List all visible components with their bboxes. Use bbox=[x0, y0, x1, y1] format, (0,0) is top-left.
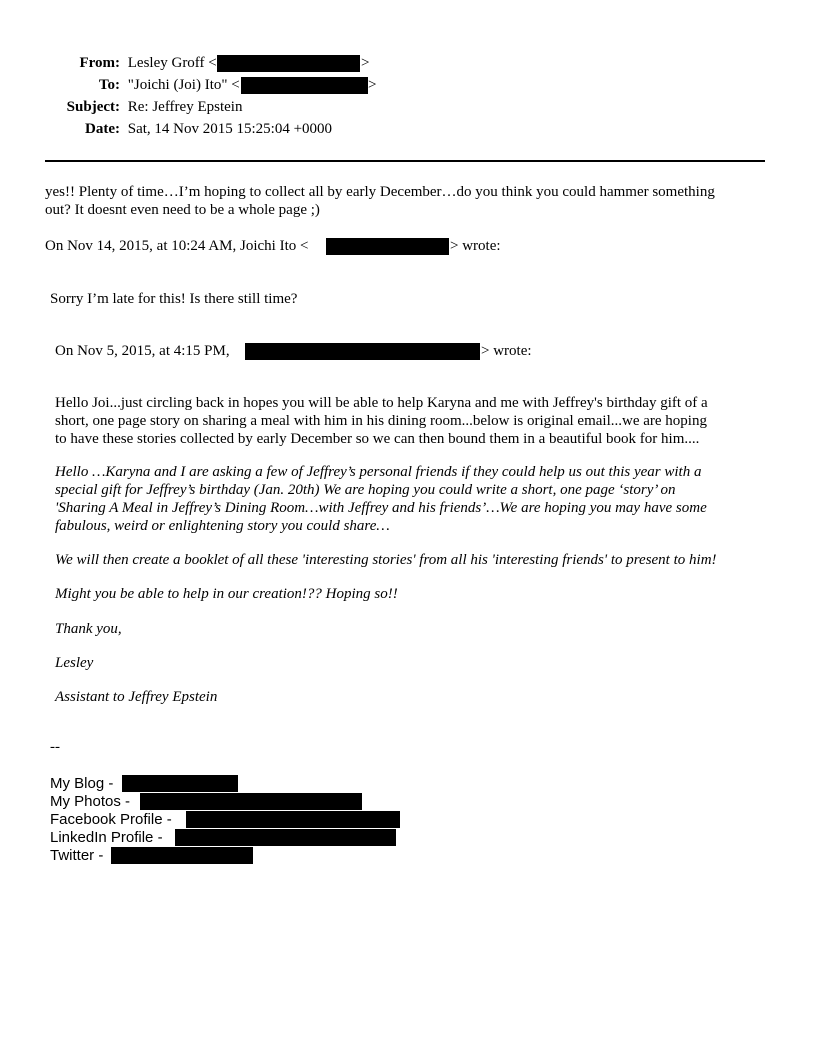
hello-line: to have these stories collected by early December so we can then bound them in a beautiful book for him.... bbox=[55, 431, 700, 447]
sig-blog bbox=[50, 775, 113, 793]
original-line: Hello …Karyna and I are asking a few of Jeffrey’s personal friends if they could help us out this year with a bbox=[55, 464, 702, 480]
signature-separator: -- bbox=[50, 739, 60, 755]
help-line: Might you be able to help in our creation!?? Hoping so!! bbox=[55, 586, 398, 602]
sig-twitter bbox=[50, 847, 103, 865]
redaction-twitter-link[interactable] bbox=[111, 847, 253, 864]
subject-value: Re: Jeffrey Epstein bbox=[127, 99, 243, 115]
hello-paragraph bbox=[55, 394, 708, 448]
sig-twitter-label: Twitter - bbox=[50, 847, 104, 864]
from-row bbox=[0, 53, 217, 73]
sig-photos-label: My Photos - bbox=[50, 793, 131, 810]
redaction-from-email bbox=[217, 55, 360, 72]
to-row bbox=[0, 75, 240, 95]
date-row bbox=[0, 119, 332, 139]
from-close: > bbox=[361, 55, 370, 71]
from-value: Lesley Groff < bbox=[127, 55, 217, 71]
to-close: > bbox=[368, 77, 377, 93]
sig-facebook bbox=[50, 811, 172, 829]
sig-linkedin-label: LinkedIn Profile - bbox=[50, 829, 163, 846]
sig-linkedin bbox=[50, 829, 163, 847]
redaction-linkedin-link[interactable] bbox=[175, 829, 396, 846]
date-value: Sat, 14 Nov 2015 15:25:04 +0000 bbox=[127, 121, 333, 137]
redaction-facebook-link[interactable] bbox=[186, 811, 400, 828]
reply-text bbox=[45, 183, 715, 219]
hello-line: short, one page story on sharing a meal with him in his dining room...below is original email...we are hoping bbox=[55, 413, 707, 429]
original-line: fabulous, weird or enlightening story you could share… bbox=[55, 518, 390, 534]
thanks-line: Thank you, bbox=[55, 621, 122, 637]
quote2-suffix: > wrote: bbox=[481, 343, 532, 359]
joi-reply: Sorry I’m late for this! Is there still time? bbox=[50, 291, 298, 307]
from-label: From: bbox=[79, 55, 120, 71]
original-email-paragraph bbox=[55, 463, 707, 535]
hello-line: Hello Joi...just circling back in hopes you will be able to help Karyna and me with Jeffrey's birthday gift of a bbox=[55, 395, 708, 411]
quote2-attribution: On Nov 5, 2015, at 4:15 PM, bbox=[55, 343, 230, 359]
subject-row bbox=[0, 97, 242, 117]
redaction-to-email bbox=[241, 77, 368, 94]
sig-blog-label: My Blog - bbox=[50, 775, 114, 792]
to-value: "Joichi (Joi) Ito" < bbox=[127, 77, 240, 93]
sig-facebook-label: Facebook Profile - bbox=[50, 811, 172, 828]
booklet-line: We will then create a booklet of all these 'interesting stories' from all his 'interesting friends' to present to him! bbox=[55, 552, 717, 568]
original-line: special gift for Jeffrey’s birthday (Jan. 20th) We are hoping you could write a short, one page ‘story’ on bbox=[55, 482, 676, 498]
redaction-blog-link[interactable] bbox=[122, 775, 238, 792]
quote1-suffix: > wrote: bbox=[450, 238, 501, 254]
sender-title: Assistant to Jeffrey Epstein bbox=[55, 689, 218, 705]
to-label: To: bbox=[98, 77, 120, 93]
reply-line: out? It doesnt even need to be a whole page ;) bbox=[45, 202, 320, 218]
original-line: 'Sharing A Meal in Jeffrey’s Dining Room…with Jeffrey and his friends’…We are hoping you may have some bbox=[55, 500, 707, 516]
date-label: Date: bbox=[85, 121, 120, 137]
redaction-sender-email bbox=[245, 343, 480, 360]
sig-photos bbox=[50, 793, 130, 811]
redaction-joi-email bbox=[326, 238, 449, 255]
quote1-attribution: On Nov 14, 2015, at 10:24 AM, Joichi Ito < bbox=[45, 238, 309, 254]
reply-line: yes!! Plenty of time…I’m hoping to collect all by early December…do you think you could hammer something bbox=[45, 184, 715, 200]
sender-name: Lesley bbox=[55, 655, 94, 671]
header-divider bbox=[45, 160, 765, 162]
subject-label: Subject: bbox=[66, 99, 120, 115]
redaction-photos-link[interactable] bbox=[140, 793, 362, 810]
